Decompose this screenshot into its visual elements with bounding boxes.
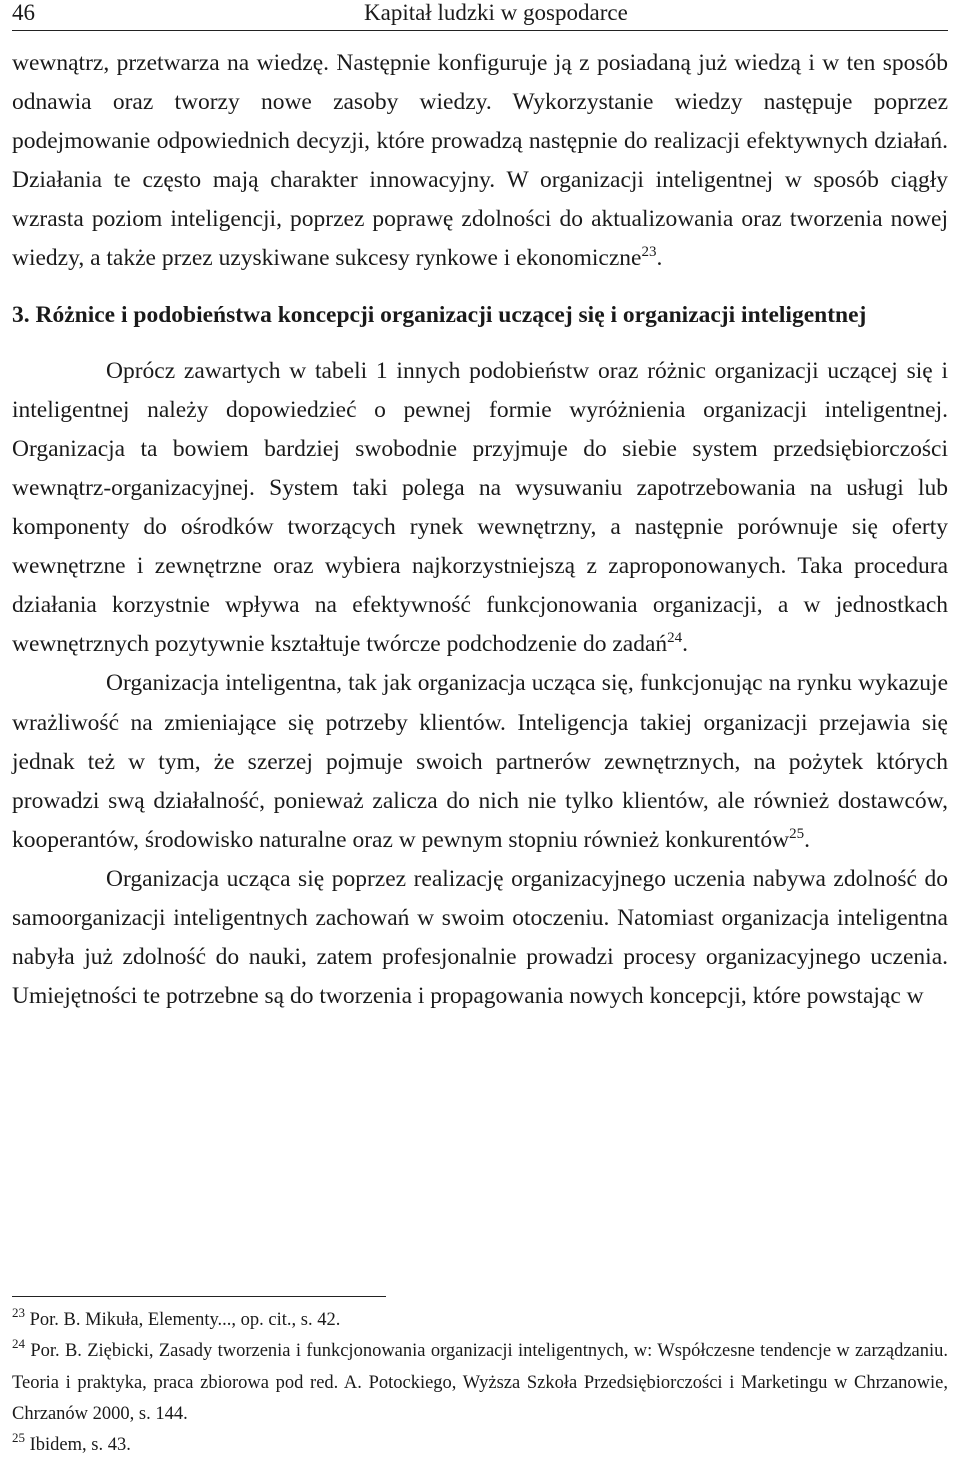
- section-heading: 3. Różnice i podobieństwa koncepcji organizacji uczącej się i organizacji inteligentnej: [12, 301, 867, 328]
- page-number: 46: [12, 0, 35, 25]
- running-header: [12, 0, 948, 31]
- paragraph-2: [12, 352, 948, 665]
- paragraph-4: Organizacja ucząca się poprzez realizację organizacyjnego uczenia nabywa zdolność do samoorganizacji inteligentnych zachowań w swoim otoczeniu. Natomiast organizacja inteligentna nabyła już zdolność do nauki, zatem profesjonalnie prowadzi procesy organizacyjnego uczenia. Umiejętności te potrzebne są do tworzenia i propagowania nowych koncepcji, które powstając w: [12, 865, 948, 1010]
- footnote-ref-23[interactable]: 23: [641, 244, 657, 261]
- footnote-text: Por. B. Ziębicki, Zasady tworzenia i funkcjonowania organizacji inteligentnych, w: Współczesne tendencje w zarządzaniu. Teoria i praktyka, praca zbiorowa pod red. A. Potockiego, Wyższa Szkoła Przedsiębiorczości i Marketingu w Chrzanowie, Chrzanów 2000, s. 144.: [12, 1341, 949, 1424]
- footnote-text: Por. B. Mikuła, Elementy..., op. cit., s. 42.: [29, 1310, 341, 1330]
- footnote-text: Ibidem, s. 43.: [29, 1435, 131, 1456]
- footnote-ref-25[interactable]: 25: [789, 825, 805, 842]
- paragraph-1: [12, 44, 948, 279]
- paragraph-text: Organizacja inteligentna, tak jak organizacja ucząca się, funkcjonując na rynku wykazuje wrażliwość na zmieniające się potrzeby klientów. Inteligencja takiej organizacji przejawia się jednak też w tym, że szerzej pojmuje swoich partnerów zewnętrznych, na pożytek których prowadzi swą działalność, ponieważ zalicza do nich nie tylko klientów, ale również dostawców, kooperantów, środowisko naturalne oraz w pewnym stopniu również konkurentów: [12, 670, 948, 853]
- footnotes: [12, 1305, 948, 1461]
- footnote-ref-24[interactable]: 24: [667, 630, 683, 647]
- paragraph-3: [12, 664, 948, 859]
- sentence-end: .: [682, 631, 688, 658]
- footnote-separator: [12, 1296, 386, 1297]
- footnote-number: 25: [12, 1430, 25, 1446]
- paragraph-text: Oprócz zawartych w tabeli 1 innych podobieństw oraz różnic organizacji uczącej się i inteligentnej należy dopowiedzieć o pewnej formie wyróżnienia organizacji inteligentnej. Organizacja ta bowiem bardziej swobodnie przyjmuje do siebie system przedsiębiorczości wewnątrz-organizacyjnej. System taki polega na wysuwaniu zapotrzebowania na usługi lub komponenty do ośrodków tworzących rynek wewnętrzny, a następnie porównuje się oferty wewnętrzne i zewnętrzne oraz wybiera najkorzystniejszą z zaproponowanych. Taka procedura działania korzystnie wpływa na efektywność funkcjonowania organizacji, a w jednostkach wewnętrznych pozytywnie kształtuje twórcze podchodzenie do zadań: [12, 357, 948, 658]
- footnote-23: [12, 1305, 948, 1336]
- footnote-25: [12, 1430, 948, 1461]
- footnote-24: [12, 1336, 948, 1430]
- paragraph-text: wewnątrz, przetwarza na wiedzę. Następnie konfiguruje ją z posiadaną już wiedzą i w ten sposób odnawia oraz tworzy nowe zasoby wiedzy. Wykorzystanie wiedzy następuje poprzez podejmowanie odpowiednich decyzji, które prowadzą następnie do realizacji efektywnych działań. Działania te często mają charakter innowacyjny. W organizacji inteligentnej w sposób ciągły wzrasta poziom inteligencji, poprzez poprawę zdolności do aktualizowania oraz tworzenia nowej wiedzy, a także przez uzyskiwane sukcesy rynkowe i ekonomiczne: [12, 50, 948, 272]
- footnote-number: 24: [12, 1336, 25, 1352]
- sentence-end: .: [804, 826, 810, 853]
- footnote-number: 23: [12, 1305, 25, 1320]
- page-body: [12, 44, 948, 1016]
- running-title: Kapitał ludzki w gospodarce: [364, 0, 628, 25]
- sentence-end: .: [656, 245, 663, 272]
